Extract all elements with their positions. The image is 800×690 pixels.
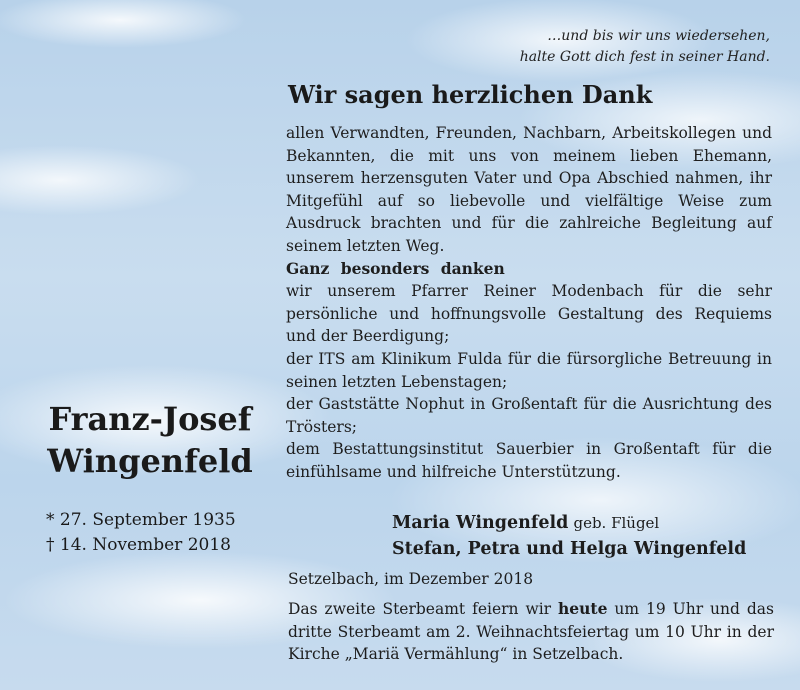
special-thanks-item: wir unserem Pfarrer Reiner Modenbach für die sehr persönliche und hoffnungsvolle Gestaltung des Requiems und der Beerdigung; <box>286 282 772 346</box>
widow-name: Maria Wingenfeld <box>392 513 569 533</box>
widow-birthname: geb. Flügel <box>573 514 660 532</box>
birth-date: * 27. September 1935 <box>46 510 236 530</box>
mass-note <box>288 598 774 666</box>
special-thanks-heading: Ganz besonders danken <box>286 258 505 278</box>
motto-line-1: …und bis wir uns wiedersehen, <box>547 28 770 44</box>
motto-quote <box>520 26 770 68</box>
children-names: Stefan, Petra und Helga Wingenfeld <box>392 539 747 559</box>
special-thanks-item: der ITS am Klinikum Fulda für die fürsorgliche Betreuung in seinen letzten Lebenstagen; <box>286 349 772 391</box>
motto-line-2: halte Gott dich fest in seiner Hand. <box>519 49 770 65</box>
signature-block <box>392 510 772 562</box>
mass-note-part-1: Das zweite Sterbeamt feiern wir <box>288 600 559 618</box>
deceased-last-name: Wingenfeld <box>47 442 253 480</box>
thanks-intro: allen Verwandten, Freunden, Nachbarn, Arbeitskollegen und Bekannten, die mit uns von meinem lieben Ehemann, unserem herzensguten Vater und Opa Abschied nahmen, ihr Mitgefühl auf so liebevolle und vielfältige Weise zum Ausdruck brachten und für die zahlreiche Begleitung auf seinem letzten Weg. <box>286 124 772 255</box>
special-thanks-item: der Gaststätte Nophut in Großentaft für die Ausrichtung des Trösters; <box>286 395 772 436</box>
mass-note-part-2: um 19 Uhr und das dritte Sterbeamt am 2. Weihnachtsfeiertag um 10 Uhr in der Kirche „Mariä Vermählung“ in Setzelbach. <box>288 600 774 664</box>
mass-note-highlight: heute <box>558 599 608 618</box>
life-dates <box>46 508 236 558</box>
portrait-illustration <box>40 78 264 358</box>
deceased-first-name: Franz-Josef <box>48 400 252 438</box>
thanks-heading: Wir sagen herzlichen Dank <box>288 80 653 109</box>
portrait-photo <box>40 78 264 358</box>
thanks-body <box>286 122 772 484</box>
signature-widow <box>392 510 772 536</box>
special-thanks-item: dem Bestattungsinstitut Sauerbier in Großentaft für die einfühlsame und hilfreiche Unterstützung. <box>286 440 772 481</box>
death-date: † 14. November 2018 <box>46 535 231 555</box>
place-date: Setzelbach, im Dezember 2018 <box>288 570 534 588</box>
deceased-name <box>32 398 268 482</box>
